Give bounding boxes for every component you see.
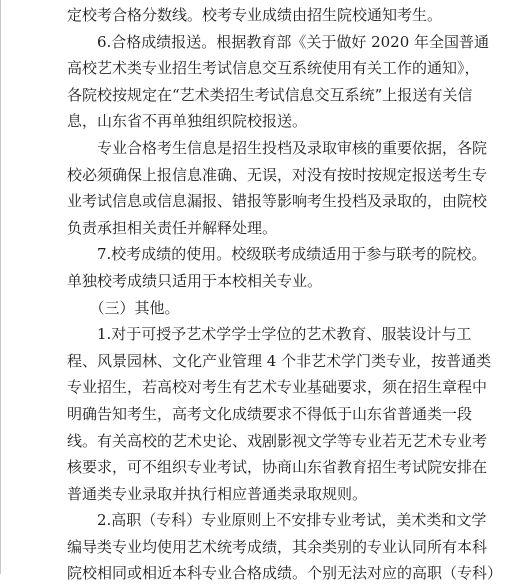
text-line: 定校考合格分数线。校考专业成绩由招生院校通知考生。 bbox=[67, 6, 443, 24]
text-line: 院校相同或相近本科专业合格成绩。个别无法对应的高职（专科） bbox=[67, 564, 503, 583]
text-line: 普通类专业录取并执行相应普通类录取规则。 bbox=[67, 484, 368, 503]
section-heading: （三）其他。 bbox=[67, 298, 180, 317]
text-line: 编导类专业均使用艺术统考成绩，其余类别的专业认同所有本科 bbox=[67, 537, 488, 556]
text-line: 单独校考成绩只适用于本校相关专业。 bbox=[67, 271, 323, 290]
text-line: 1.对于可授予艺术学学士学位的艺术教育、服装设计与工 bbox=[67, 325, 472, 344]
text-line: 线。有关高校的艺术史论、戏剧影视文学等专业若无艺术专业考 bbox=[67, 431, 488, 450]
text-line: 专业招生，若高校对考生有艺术专业基础要求，须在招生章程中 bbox=[67, 378, 488, 397]
text-line: 2.高职（专科）专业原则上不安排专业考试，美术类和文学 bbox=[67, 511, 487, 530]
text-line: 校必须确保上报信息准确、无误，对没有按时按规定报送考生专 bbox=[67, 165, 488, 184]
text-line: 业考试信息或信息漏报、错报等影响考生投档及录取的，由院校 bbox=[67, 192, 488, 211]
text-line: 程、风景园林、文化产业管理 4 个非艺术学门类专业，按普通类 bbox=[67, 351, 492, 370]
text-line: 6.合格成绩报送。根据教育部《关于做好 2020 年全国普通 bbox=[67, 32, 490, 51]
text-line: 各院校按规定在“艺术类招生考试信息交互系统”上报送有关信 bbox=[67, 85, 473, 104]
text-line: 息，山东省不再单独组织院校报送。 bbox=[67, 112, 308, 131]
text-line: 7.校考成绩的使用。校级联考成绩适用于参与联考的院校。 bbox=[67, 245, 487, 264]
document-body bbox=[67, 2, 503, 587]
text-line: 负责承担相关责任并解释处理。 bbox=[67, 218, 278, 237]
text-line: 专业合格考生信息是招生投档及录取审核的重要依据，各院 bbox=[67, 138, 488, 157]
text-line: 明确告知考生，高考文化成绩要求不得低于山东省普通类一段 bbox=[67, 404, 473, 423]
text-line: 高校艺术类专业招生考试信息交互系统使用有关工作的通知》， bbox=[67, 59, 480, 78]
text-line: 核要求，可不组织专业考试，协商山东省教育招生考试院安排在 bbox=[67, 458, 488, 477]
